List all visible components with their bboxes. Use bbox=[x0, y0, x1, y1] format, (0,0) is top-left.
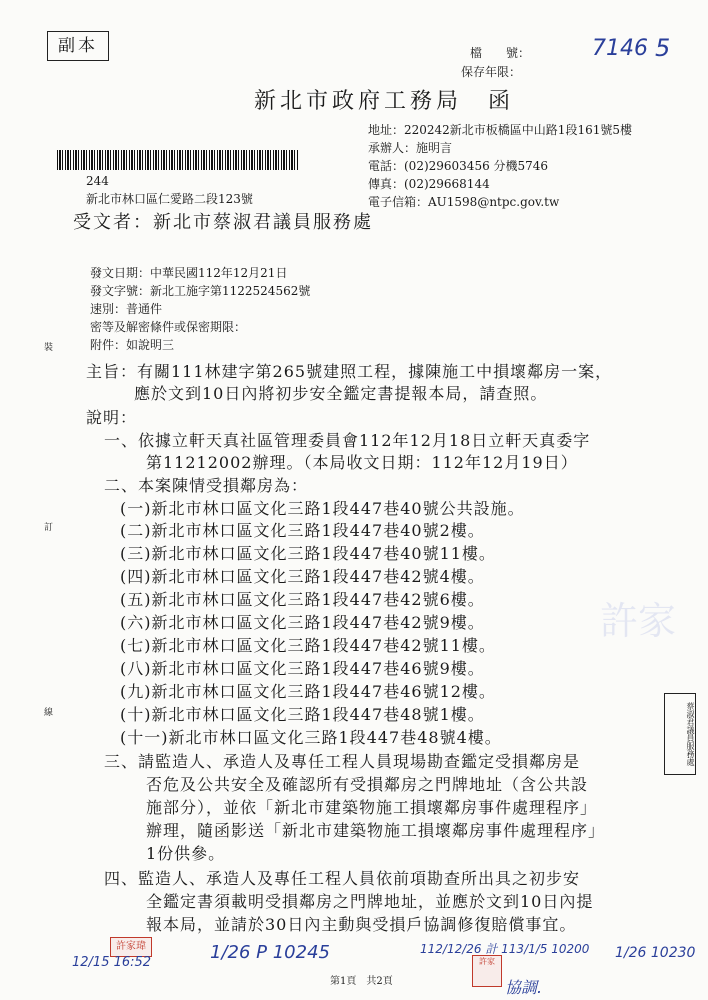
secrecy-level: 密等及解密條件或保密期限： bbox=[90, 320, 247, 334]
recipient: 受文者：新北市蔡淑君議員服務處 bbox=[73, 212, 373, 233]
item3-line-1: 三、請監造人、承造人及專任工程人員現場勘查鑑定受損鄰房是 bbox=[104, 752, 581, 771]
damaged-house-item: (三)新北市林口區文化三路1段447巷40號11樓。 bbox=[120, 544, 496, 563]
handler-name: 承辦人：施明言 bbox=[368, 141, 453, 155]
handwritten-note-d: 1/26 10230 bbox=[615, 945, 696, 961]
page-number: 第1頁 共2頁 bbox=[330, 976, 393, 987]
agency-address: 地址：220242新北市板橋區中山路1段161號5樓 bbox=[368, 123, 632, 137]
margin-mark-staple: 訂 bbox=[44, 523, 54, 533]
item2-heading: 二、本案陳情受損鄰房為： bbox=[104, 476, 309, 495]
damaged-house-item: (一)新北市林口區文化三路1段447巷40號公共設施。 bbox=[120, 499, 525, 518]
handwritten-note-b: 112/12/26 計 113/1/5 10200 bbox=[420, 942, 590, 956]
item1-line-1: 一、依據立軒天真社區管理委員會112年12月18日立軒天真委字 bbox=[104, 431, 591, 450]
agency-phone: 電話：(02)29603456 分機5746 bbox=[368, 159, 549, 173]
damaged-house-item: (二)新北市林口區文化三路1段447巷40號2樓。 bbox=[120, 521, 485, 540]
copy-label-box: 副本 bbox=[47, 31, 109, 61]
attachment: 附件：如說明三 bbox=[90, 338, 175, 352]
agency-email: 電子信箱：AU1598@ntpc.gov.tw bbox=[368, 195, 560, 209]
red-seal-stamp: 許家瑋 bbox=[110, 937, 152, 957]
agency-fax: 傳真：(02)29668144 bbox=[368, 177, 490, 191]
document-title: 新北市政府工務局 函 bbox=[254, 89, 515, 114]
handwritten-note-c: 協調. bbox=[505, 978, 543, 997]
explanation-label: 說明： bbox=[86, 408, 138, 427]
item4-line-2: 全鑑定書須載明受損鄰房之門牌地址，並應於文到10日內提 bbox=[146, 892, 594, 911]
file-number-label: 檔 號： bbox=[470, 46, 531, 60]
subject-line-1: 主旨：有關111林建字第265號建照工程，據陳施工中損壞鄰房一案， bbox=[86, 362, 613, 381]
mailing-postcode: 244 bbox=[86, 174, 109, 188]
damaged-house-item: (六)新北市林口區文化三路1段447巷42號9樓。 bbox=[120, 613, 485, 632]
handwritten-note-a: 1/26 P 10245 bbox=[210, 942, 330, 963]
damaged-house-item: (七)新北市林口區文化三路1段447巷42號11樓。 bbox=[120, 636, 496, 655]
item1-line-2: 第11212002辦理。（本局收文日期：112年12月19日） bbox=[146, 453, 578, 472]
mailing-address: 新北市林口區仁愛路二段123號 bbox=[86, 192, 253, 206]
document-number: 發文字號：新北工施字第1122524562號 bbox=[90, 284, 311, 298]
handwritten-time-left: 12/15 16:52 bbox=[72, 955, 152, 970]
item3-line-3: 施部分），並依「新北市建築物施工損壞鄰房事件處理程序」 bbox=[146, 798, 598, 817]
damaged-house-item: (八)新北市林口區文化三路1段447巷46號9樓。 bbox=[120, 659, 485, 678]
barcode bbox=[57, 150, 299, 170]
item4-line-1: 四、監造人、承造人及專任工程人員依前項勘查所出具之初步安 bbox=[104, 869, 581, 888]
margin-mark-line: 線 bbox=[44, 708, 54, 718]
handwritten-mark: 5 bbox=[655, 34, 671, 62]
item3-line-5: 1份供參。 bbox=[146, 844, 226, 863]
delivery-speed: 速別：普通件 bbox=[90, 302, 163, 316]
damaged-house-item: (十一)新北市林口區文化三路1段447巷48號4樓。 bbox=[120, 728, 502, 747]
subject-line-2: 應於文到10日內將初步安全鑑定書提報本局，請查照。 bbox=[134, 384, 548, 403]
damaged-house-item: (十)新北市林口區文化三路1段447巷48號1樓。 bbox=[120, 705, 485, 724]
faint-stamp: 許家 bbox=[600, 599, 677, 643]
office-received-stamp: 蔡淑君議員服務處 bbox=[664, 693, 696, 775]
handwritten-file-number: 7146 bbox=[592, 36, 648, 61]
item4-line-3: 報本局，並請於30日內主動與受損戶協調修復賠償事宜。 bbox=[146, 915, 577, 934]
item3-line-4: 辦理，隨函影送「新北市建築物施工損壞鄰房事件處理程序」 bbox=[146, 821, 606, 840]
margin-mark-bind: 裝 bbox=[44, 343, 54, 353]
retention-label: 保存年限： bbox=[461, 65, 522, 79]
damaged-house-item: (九)新北市林口區文化三路1段447巷46號12樓。 bbox=[120, 682, 496, 701]
damaged-house-item: (五)新北市林口區文化三路1段447巷42號6樓。 bbox=[120, 590, 485, 609]
damaged-house-item: (四)新北市林口區文化三路1段447巷42號4樓。 bbox=[120, 567, 485, 586]
issue-date: 發文日期：中華民國112年12月21日 bbox=[90, 266, 288, 280]
item3-line-2: 否危及公共安全及確認所有受損鄰房之門牌地址（含公共設 bbox=[146, 775, 589, 794]
red-seal-stamp-small: 許家 bbox=[472, 955, 502, 987]
